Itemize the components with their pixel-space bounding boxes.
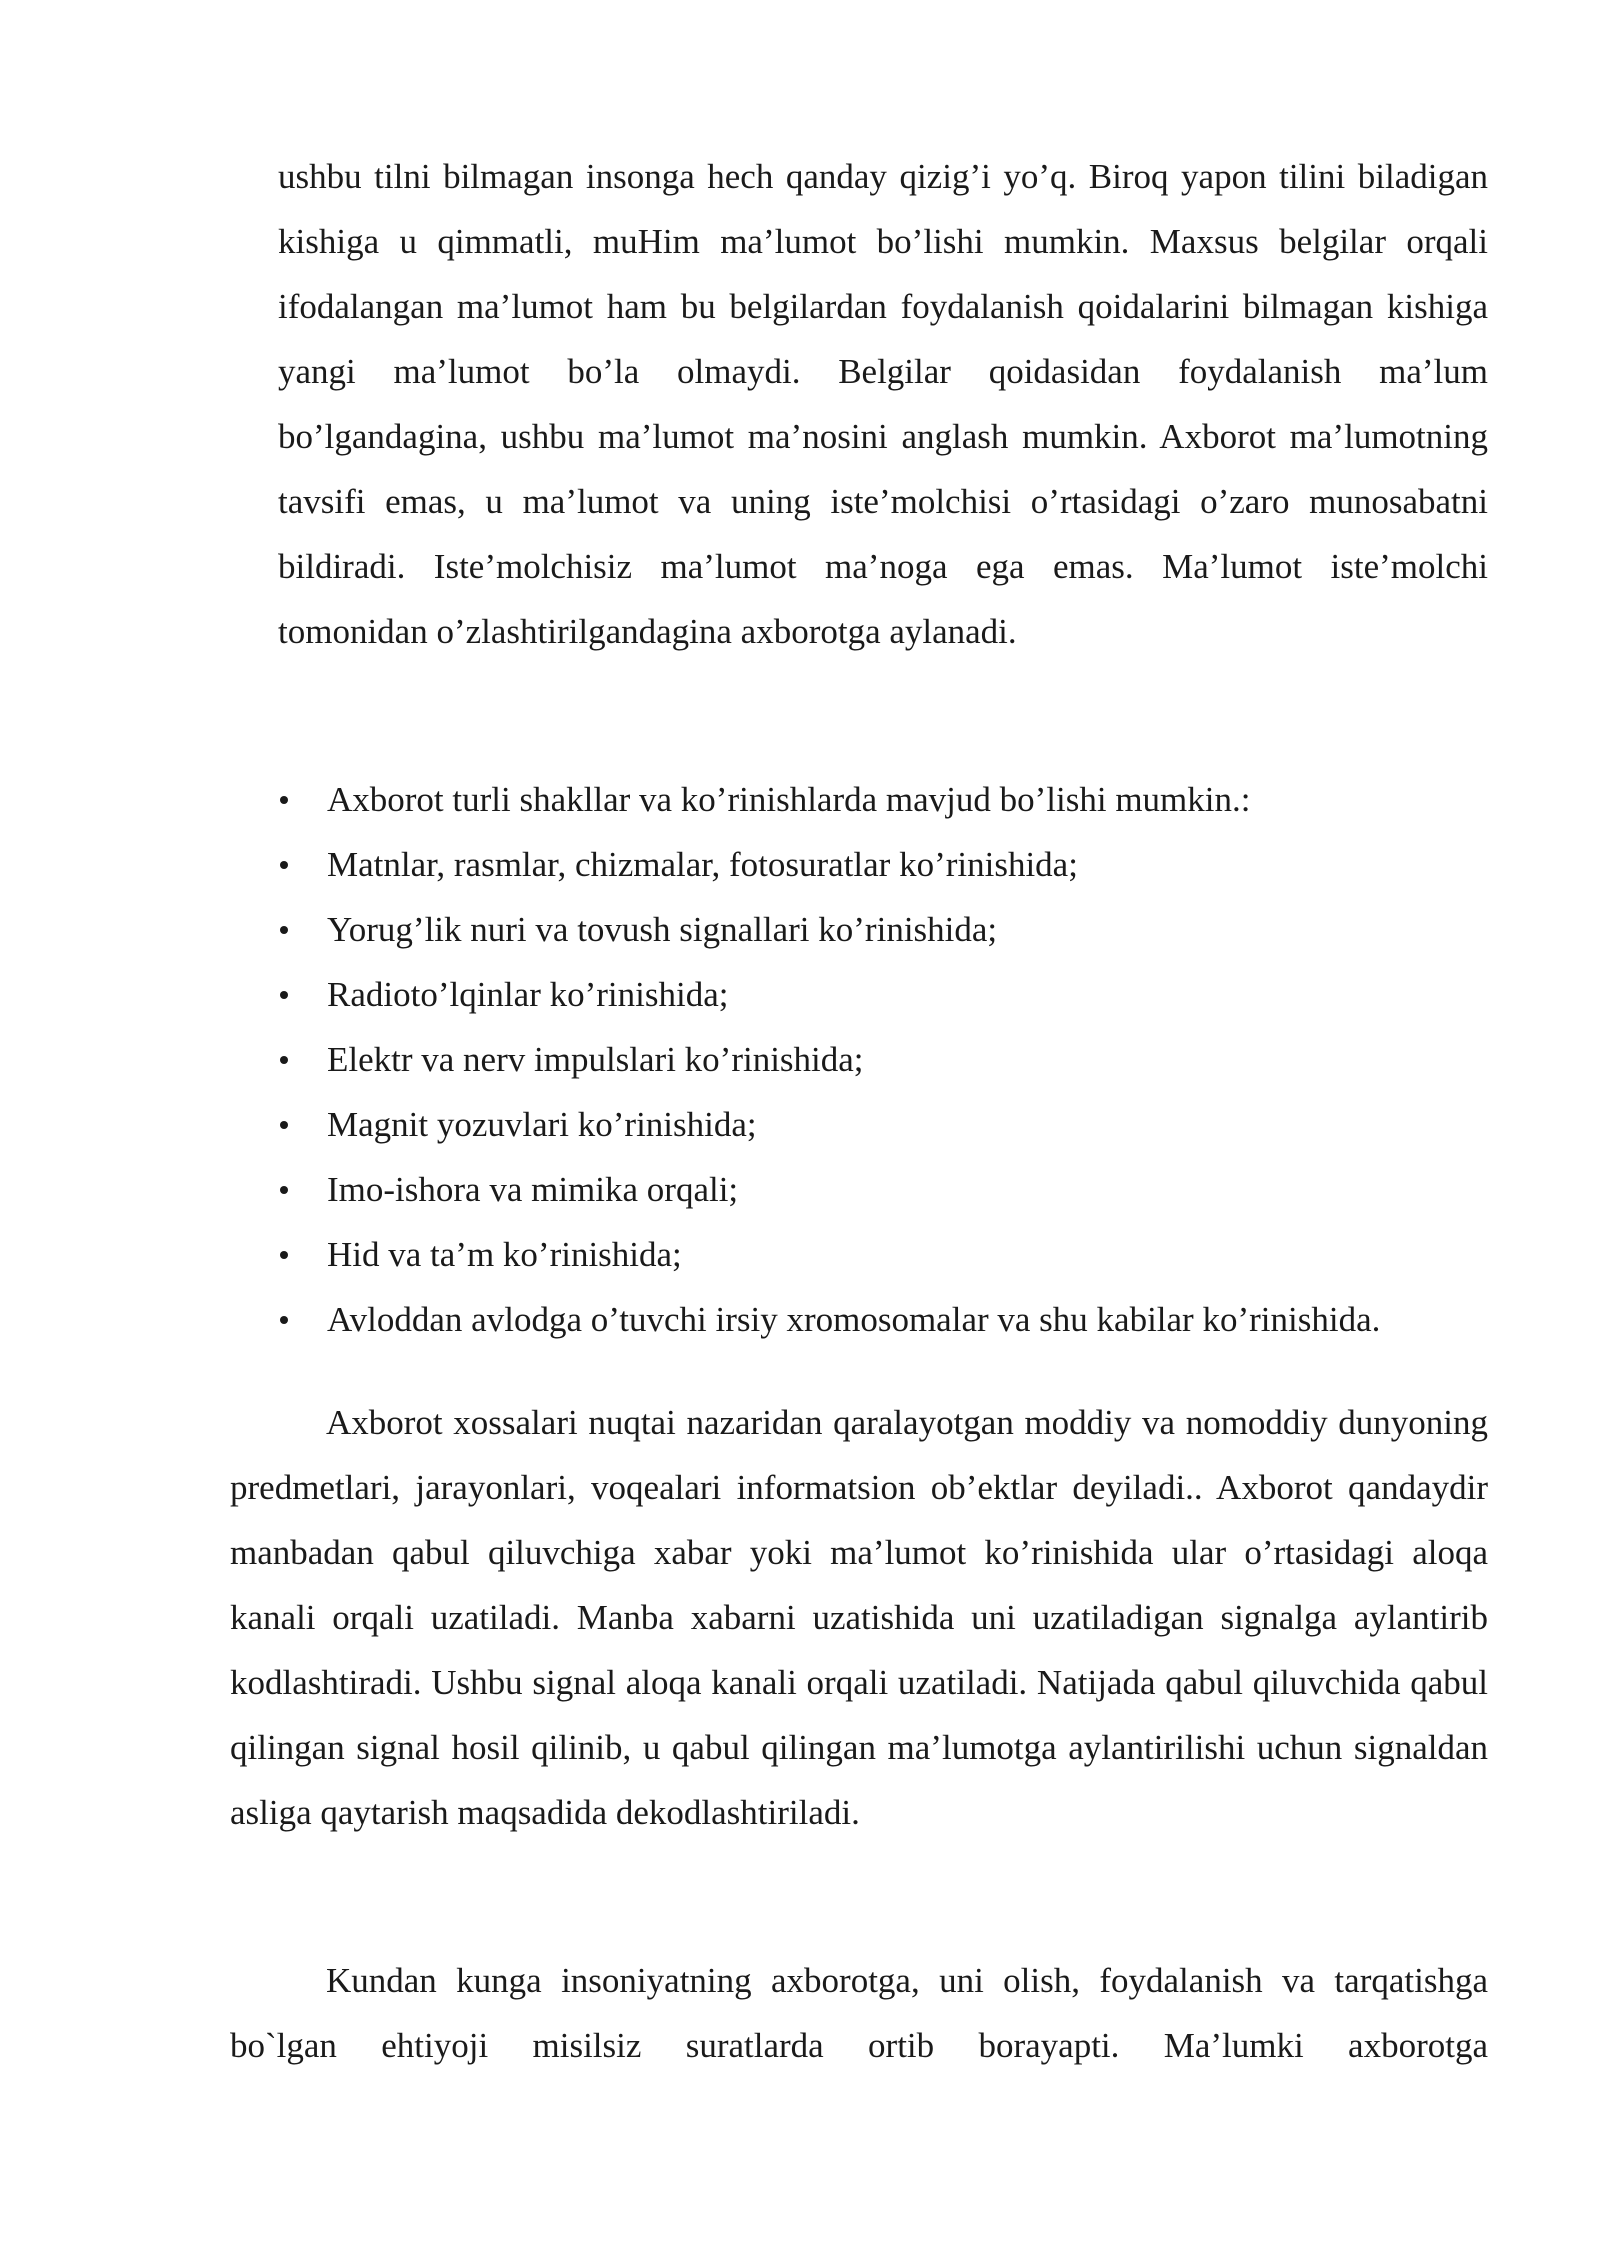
bullet-text: Axborot turli shakllar va ko’rinishlarda mavjud bo’lishi mumkin.: bbox=[327, 780, 1251, 819]
bullet-icon bbox=[280, 1186, 288, 1194]
bullet-text: Avloddan avlodga o’tuvchi irsiy xromosomalar va shu kabilar ko’rinishida. bbox=[327, 1300, 1381, 1339]
bullet-text: Magnit yozuvlari ko’rinishida; bbox=[327, 1105, 757, 1144]
bullet-text: Imo-ishora va mimika orqali; bbox=[327, 1170, 739, 1209]
bullet-list bbox=[278, 767, 1538, 1352]
bullet-item bbox=[278, 962, 1538, 1027]
bullet-item bbox=[278, 767, 1538, 832]
bullet-item bbox=[278, 1092, 1538, 1157]
bullet-icon bbox=[280, 1316, 288, 1324]
paragraph-2: Axborot xossalari nuqtai nazaridan qaralayotgan moddiy va nomoddiy dunyoning predmetlari, jarayonlari, voqealari informatsion ob’ektlar deyiladi.. Axborot qandaydir manbadan qabul qiluvchiga xabar yoki ma’lumot ko’rinishida ular o’rtasidagi aloqa kanali orqali uzatiladi. Manba xabarni uzatishida uni uzatiladigan signalga aylantirib kodlashtiradi. Ushbu signal aloqa kanali orqali uzatiladi. Natijada qabul qiluvchida qabul qilingan signal hosil qilinib, u qabul qilingan ma’lumotga aylantirilishi uchun signaldan asliga qaytarish maqsadida dekodlashtiriladi. bbox=[230, 1403, 1488, 1832]
bullet-item bbox=[278, 1157, 1538, 1222]
bullet-icon bbox=[280, 1056, 288, 1064]
bullet-item bbox=[278, 832, 1538, 897]
bullet-text: Yorug’lik nuri va tovush signallari ko’rinishida; bbox=[327, 910, 998, 949]
bullet-icon bbox=[280, 926, 288, 934]
bullet-item bbox=[278, 897, 1538, 962]
bullet-text: Elektr va nerv impulslari ko’rinishida; bbox=[327, 1040, 864, 1079]
bullet-item bbox=[278, 1027, 1538, 1092]
paragraph-3: Kundan kunga insoniyatning axborotga, uni olish, foydalanish va tarqatishga bo`lgan ehtiyoji misilsiz suratlarda ortib borayapti. Ma’lumki axborotga bbox=[230, 1961, 1488, 2065]
bullet-icon bbox=[280, 991, 288, 999]
bullet-icon bbox=[280, 796, 288, 804]
bullet-text: Matnlar, rasmlar, chizmalar, fotosuratlar ko’rinishida; bbox=[327, 845, 1078, 884]
bullet-text: Hid va ta’m ko’rinishida; bbox=[327, 1235, 682, 1274]
bullet-icon bbox=[280, 861, 288, 869]
bullet-icon bbox=[280, 1121, 288, 1129]
bullet-icon bbox=[280, 1251, 288, 1259]
paragraph-1: ushbu tilni bilmagan insonga hech qanday qizig’i yo’q. Biroq yapon tilini biladigan kishiga u qimmatli, muHim ma’lumot bo’lishi mumkin. Maxsus belgilar orqali ifodalangan ma’lumot ham bu belgilardan foydalanish qoidalarini bilmagan kishiga yangi ma’lumot bo’la olmaydi. Belgilar qoidasidan foydalanish ma’lum bo’lgandagina, ushbu ma’lumot ma’nosini anglash mumkin. Axborot ma’lumotning tavsifi emas, u ma’lumot va uning iste’molchisi o’rtasidagi o’zaro munosabatni bildiradi. Iste’molchisiz ma’lumot ma’noga ega emas. Ma’lumot iste’molchi tomonidan o’zlashtirilgandagina axborotga aylanadi. bbox=[278, 157, 1488, 651]
bullet-item bbox=[278, 1222, 1538, 1287]
bullet-item bbox=[278, 1287, 1538, 1352]
bullet-text: Radioto’lqinlar ko’rinishida; bbox=[327, 975, 729, 1014]
